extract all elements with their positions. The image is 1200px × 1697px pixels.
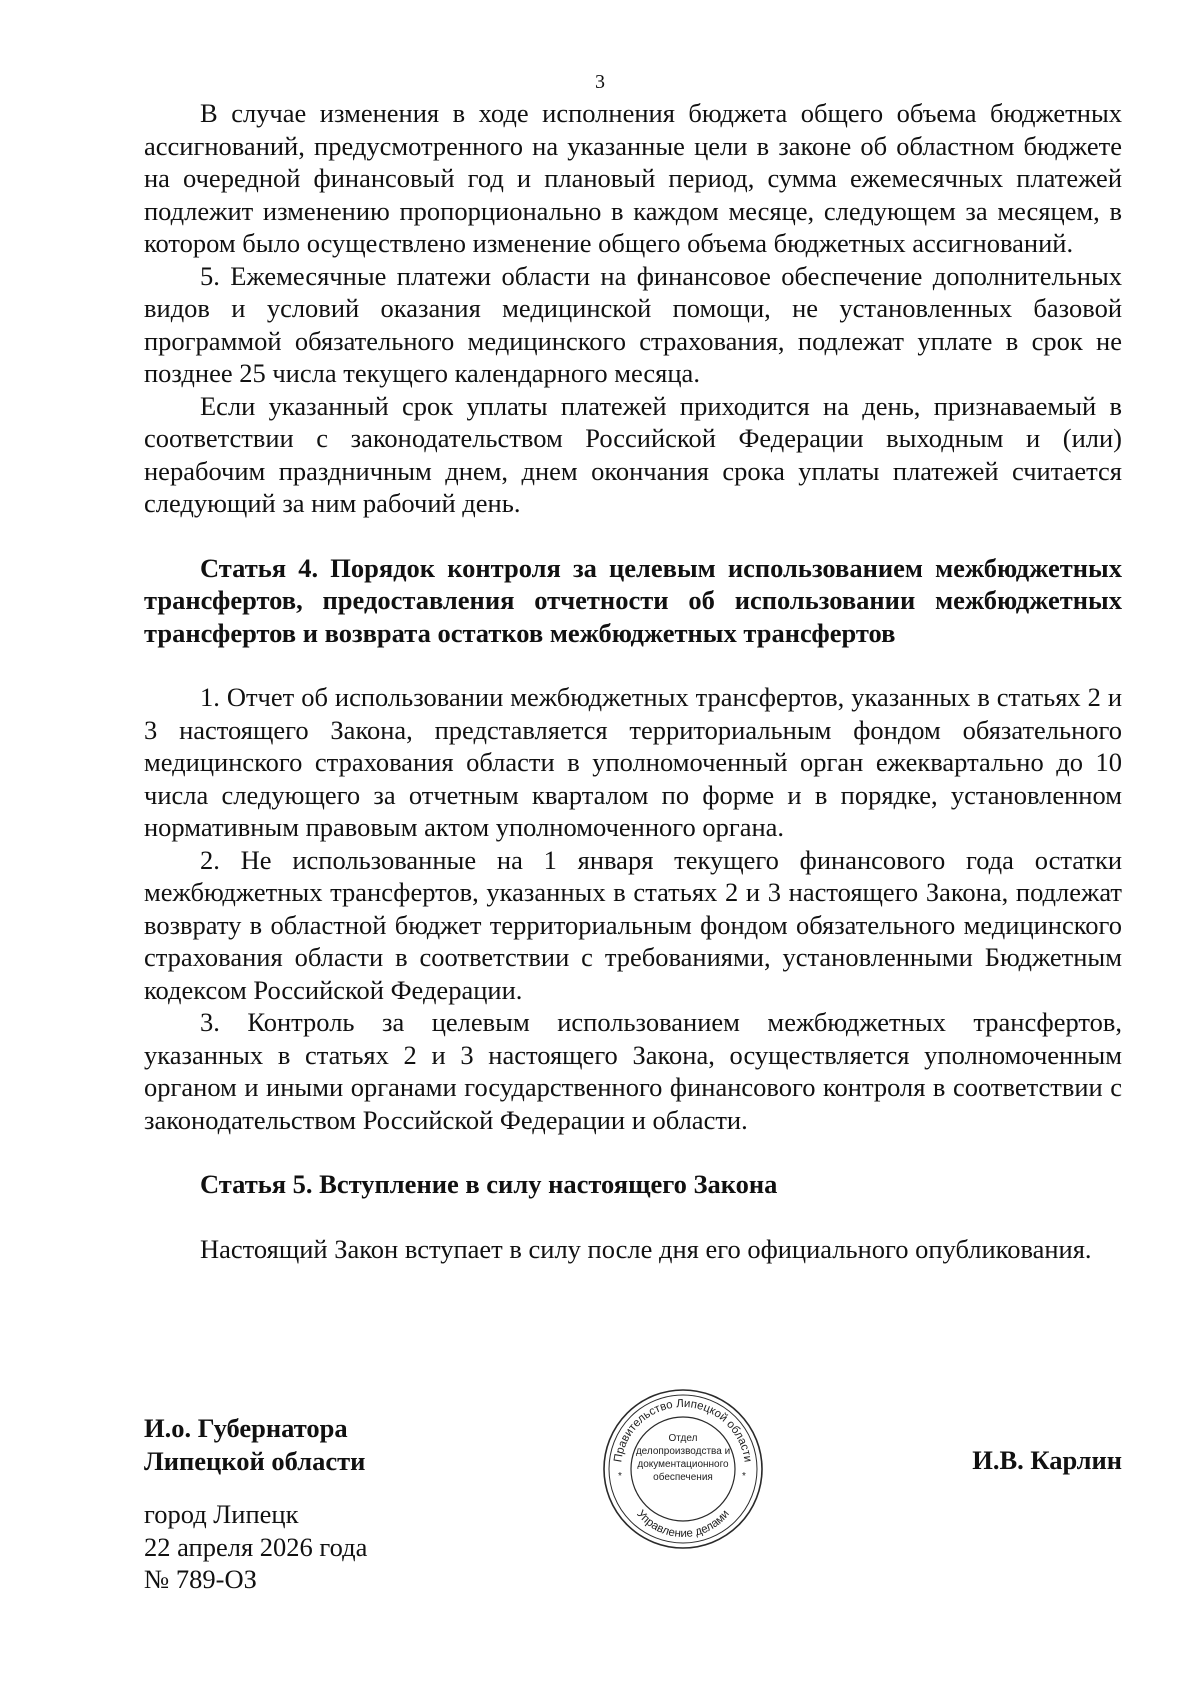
article-5-heading: Статья 5. Вступление в силу настоящего Закона [200,1169,778,1199]
article-4-item-3: 3. Контроль за целевым использованием межбюджетных трансфертов, указанных в статьях 2 и 3 настоящего Закона, осуществляется уполномоченным органом и иными органами государственного финансового контроля в соответствии с законодательством Российской Федерации и области. [144,1007,1122,1135]
signing-date: 22 апреля 2026 года [144,1531,368,1562]
stamp-center-line-1: Отдел [668,1433,698,1444]
page-number: 3 [595,71,605,93]
paragraph-item-5: 5. Ежемесячные платежи области на финансовое обеспечение дополнительных видов и условий оказания медицинской помощи, не установленных базовой программой обязательного медицинского страхования, подлежат уплате в срок не позднее 25 числа текущего календарного месяца. [144,260,1122,388]
stamp-star-right: * [742,1471,746,1482]
signatory-title-line-2: Липецкой области [144,1445,366,1476]
signing-city: город Липецк [144,1499,299,1529]
signatory-title [144,1412,365,1477]
stamp-center-text [629,1432,737,1484]
signing-details [144,1498,367,1596]
document-body [144,97,1122,1265]
law-number: № 789-ОЗ [144,1564,257,1594]
stamp-center-line-4: обеспечения [653,1472,713,1483]
stamp-center-line-3: документационного [637,1459,729,1470]
paragraph-payment-deadline: Если указанный срок уплаты платежей приходится на день, признаваемый в соответствии с законодательством Российской Федерации выходным и (или) нерабочим праздничным днем, днем окончания срока уплаты платежей считается следующий за ним рабочий день. [144,390,1122,518]
stamp-ring-top-text: Правительство Липецкой области [612,1397,754,1464]
paragraph-budget-change: В случае изменения в ходе исполнения бюджета общего объема бюджетных ассигнований, предусмотренного на указанные цели в законе об областном бюджете на очередной финансовый год и плановый период, сумма ежемесячных платежей подлежит изменению пропорционально в каждом месяце, следующем за месяцем, в котором было осуществлено изменение общего объема бюджетных ассигнований. [144,98,1122,258]
stamp-star-left: * [618,1471,622,1482]
signatory-title-line-1: И.о. Губернатора [144,1413,348,1443]
signatory-name: И.В. Карлин [972,1445,1122,1475]
article-5-text: Настоящий Закон вступает в силу после дня его официального опубликования. [200,1233,1092,1264]
article-4-heading: Статья 4. Порядок контроля за целевым использованием межбюджетных трансфертов, предоставления отчетности об использовании межбюджетных трансфертов и возврата остатков межбюджетных трансфертов [144,552,1122,648]
article-4-item-2: 2. Не использованные на 1 января текущего финансового года остатки межбюджетных трансфертов, указанных в статьях 2 и 3 настоящего Закона, подлежат возврату в областной бюджет территориальным фондом обязательного медицинского страхования области в соответствии с требованиями, установленными Бюджетным кодексом Российской Федерации. [144,844,1122,1005]
stamp-ring-bottom-text: Управление делами [634,1508,732,1541]
official-stamp [601,1387,765,1551]
stamp-center-line-2: делопроизводства и [635,1446,731,1457]
article-4-item-1: 1. Отчет об использовании межбюджетных трансфертов, указанных в статьях 2 и 3 настоящего Закона, представляется территориальным фондом обязательного медицинского страхования области в уполномоченный орган ежеквартально до 10 числа следующего за отчетным кварталом по форме и в порядке, установленном нормативным правовым актом уполномоченного органа. [144,682,1122,842]
